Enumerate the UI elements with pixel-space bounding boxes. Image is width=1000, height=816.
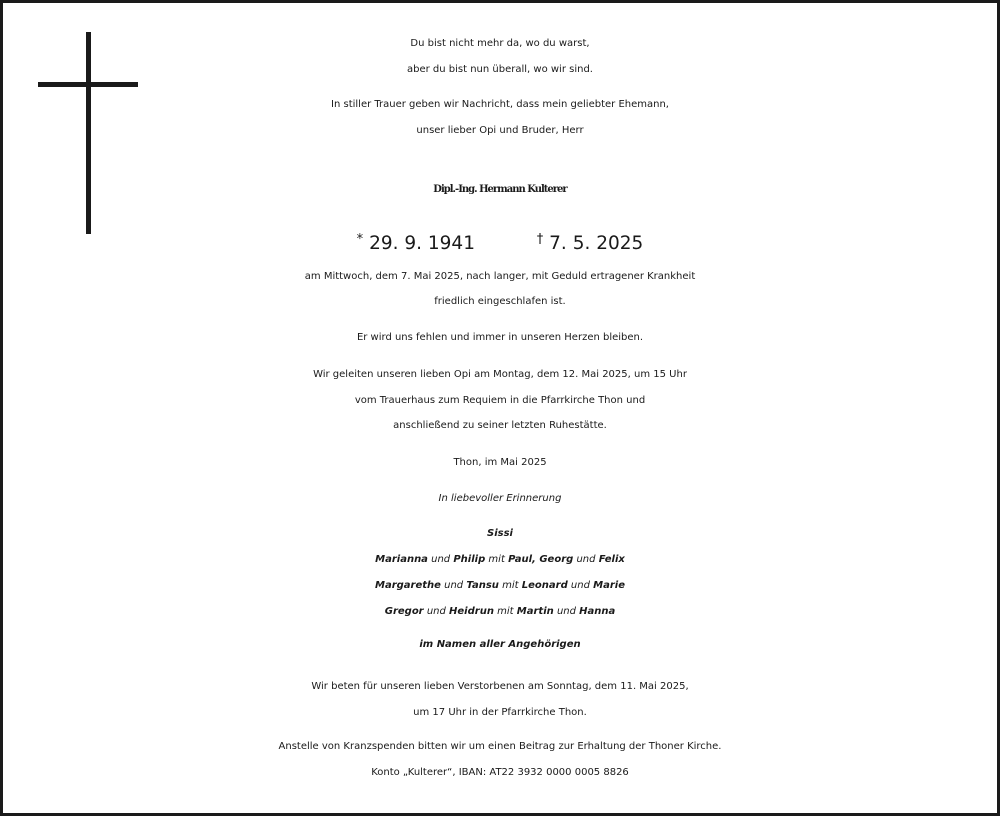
mourner-name: Margarethe — [375, 580, 441, 591]
deceased-name: Dipl.-Ing. Hermann Kulterer — [433, 184, 567, 195]
connector: mit — [502, 580, 519, 591]
death-date: 7. 5. 2025 — [549, 233, 644, 254]
connector: und — [556, 606, 576, 617]
connector: und — [431, 554, 451, 565]
mourner-row-1 — [0, 547, 1000, 573]
announcement-line-2: unser lieber Opi und Bruder, Herr — [416, 125, 584, 136]
closing-line: In liebevoller Erinnerung — [438, 493, 562, 504]
connector: und — [576, 554, 596, 565]
funeral-line-2: vom Trauerhaus zum Requiem in die Pfarrkirche Thon und — [354, 395, 646, 406]
funeral-line-1: Wir geleiten unseren lieben Opi am Montag, dem 12. Mai 2025, um 15 Uhr — [313, 369, 687, 380]
connector: und — [444, 580, 464, 591]
passing-line-2: friedlich eingeschlafen ist. — [434, 296, 566, 307]
passing-line-1: am Mittwoch, dem 7. Mai 2025, nach langer, mit Geduld ertragener Krankheit — [304, 271, 696, 282]
donation-line-1: Anstelle von Kranzspenden bitten wir um einen Beitrag zur Erhaltung der Thoner Kirche. — [278, 741, 722, 752]
mourner-row-3 — [0, 599, 1000, 625]
remembrance-line: Er wird uns fehlen und immer in unseren Herzen bleiben. — [356, 332, 644, 343]
poem-line-1: Du bist nicht mehr da, wo du warst, — [410, 38, 590, 49]
mourner-name: Marianna — [375, 554, 428, 565]
announcement-line-1: In stiller Trauer geben wir Nachricht, dass mein geliebter Ehemann, — [331, 99, 669, 110]
connector: und — [426, 606, 446, 617]
donation-line-2: Konto „Kulterer“, IBAN: AT22 3932 0000 0005 8826 — [371, 767, 629, 778]
mourner-family: im Namen aller Angehörigen — [419, 639, 581, 650]
service-line-2: um 17 Uhr in der Pfarrkirche Thon. — [413, 707, 587, 718]
connector: und — [570, 580, 590, 591]
mourner-name: Gregor — [384, 606, 424, 617]
mourner-name: Paul, Georg — [508, 554, 574, 565]
connector: mit — [488, 554, 505, 565]
funeral-line-3: anschließend zu seiner letzten Ruhestätte. — [393, 420, 607, 431]
mourner-name: Marie — [593, 580, 625, 591]
mourner-name: Felix — [598, 554, 625, 565]
connector: mit — [497, 606, 514, 617]
mourner-name: Hanna — [579, 606, 616, 617]
mourner-name: Heidrun — [449, 606, 494, 617]
mourner-sissi: Sissi — [487, 528, 513, 539]
birth-date: 29. 9. 1941 — [369, 233, 475, 254]
death-symbol: † — [536, 232, 544, 247]
mourner-name: Philip — [453, 554, 486, 565]
birth-symbol: * — [356, 232, 364, 247]
life-dates — [0, 227, 1000, 257]
place-date: Thon, im Mai 2025 — [453, 457, 547, 468]
service-line-1: Wir beten für unseren lieben Verstorbenen am Sonntag, dem 11. Mai 2025, — [311, 681, 689, 692]
mourner-name: Tansu — [466, 580, 499, 591]
mourner-name: Leonard — [521, 580, 568, 591]
mourner-row-2 — [0, 573, 1000, 599]
poem-line-2: aber du bist nun überall, wo wir sind. — [407, 64, 593, 75]
mourner-name: Martin — [516, 606, 554, 617]
